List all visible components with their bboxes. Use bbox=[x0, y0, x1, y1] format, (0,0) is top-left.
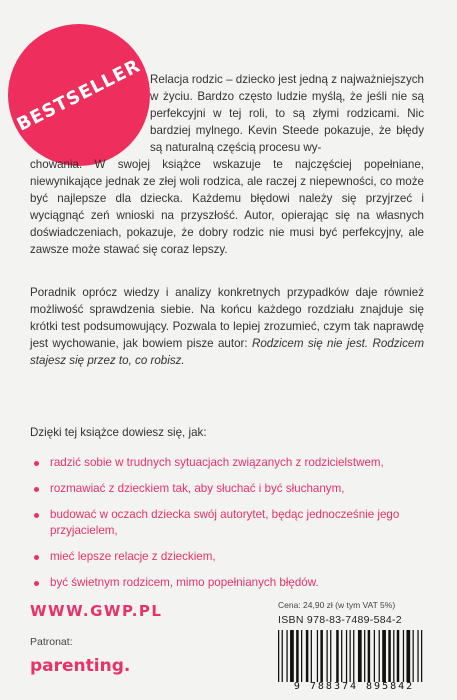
bestseller-badge bbox=[8, 24, 150, 166]
bullet-icon bbox=[34, 555, 39, 560]
bullet-icon bbox=[34, 487, 39, 492]
barcode-icon bbox=[270, 630, 438, 682]
list-item bbox=[30, 549, 430, 565]
bullet-icon bbox=[34, 513, 39, 518]
list-item-text: rozmawiać z dzieckiem tak, aby słuchać i być słuchanym, bbox=[50, 482, 345, 495]
list-item bbox=[30, 481, 430, 497]
publisher-website[interactable]: WWW.GWP.PL bbox=[30, 602, 163, 620]
bullet-icon bbox=[34, 461, 39, 466]
list-item bbox=[30, 575, 430, 591]
isbn-label: ISBN 978-83-7489-584-2 bbox=[278, 614, 402, 626]
list-item bbox=[30, 507, 430, 539]
benefits-list bbox=[30, 455, 430, 601]
list-item-text: mieć lepsze relacje z dzieckiem, bbox=[50, 550, 216, 563]
bullet-icon bbox=[34, 581, 39, 586]
description-paragraph-1a: Relacja rodzic – dziecko jest jedną z najważniejszych w życiu. Bardzo często ludzie myślą, że jeśli nie są perfekcyjni w tej roli, to są złymi rodzicami. Nic bardziej mylnego. Kevin Steede pokazuje, że błędy są naturalną częścią procesu wy- bbox=[150, 73, 424, 154]
author-quote: Rodzicem się nie jest. Rodzicem stajesz się przez to, co robisz. bbox=[30, 337, 424, 367]
benefits-intro: Dzięki tej książce dowiesz się, jak: bbox=[30, 426, 207, 439]
price-label: Cena: 24,90 zł (w tym VAT 5%) bbox=[278, 600, 396, 610]
patronat-label: Patronat: bbox=[30, 636, 73, 648]
list-item-text: być świetnym rodzicem, mimo popełnianych błędów. bbox=[50, 576, 319, 589]
bestseller-label: BESTSELLER bbox=[13, 54, 145, 136]
description-paragraph-2 bbox=[30, 284, 424, 369]
description-paragraph-1b: chowania. W swojej książce wskazuje te najczęściej popełniane, niewynikające jednak ze złej woli rodzica, ale raczej z niepewności, co może być najlepsze dla dziecka. Każdemu błędowi należy się przyjrzeć i wyciągnąć zeń wnioski na przyszłość. Autor, opierając się na własnych doświadczeniach, pokazuje, że dobry rodzic nie musi być perfekcyjny, ale zawsze może stawać się coraz lepszy. bbox=[30, 158, 424, 256]
list-item bbox=[30, 455, 430, 471]
patron-logo: parenting. bbox=[30, 656, 131, 676]
list-item-text: budować w oczach dziecka swój autorytet, będąc jednocześnie jego przyjacielem, bbox=[50, 508, 400, 537]
barcode-number: 9 788374 895842 bbox=[293, 681, 415, 692]
barcode bbox=[270, 630, 438, 694]
list-item-text: radzić sobie w trudnych sytuacjach związanych z rodzicielstwem, bbox=[50, 456, 384, 469]
paragraph-2-text: Poradnik oprócz wiedzy i analizy konkretnych przypadków daje również możliwość sprawdzenia siebie. Na końcu każdego rozdziału znajduje się krótki test podsumowujący. Pozwala to lepiej zrozumieć, czym tak naprawdę jest wychowanie, jak bowiem pisze autor: bbox=[30, 286, 424, 350]
